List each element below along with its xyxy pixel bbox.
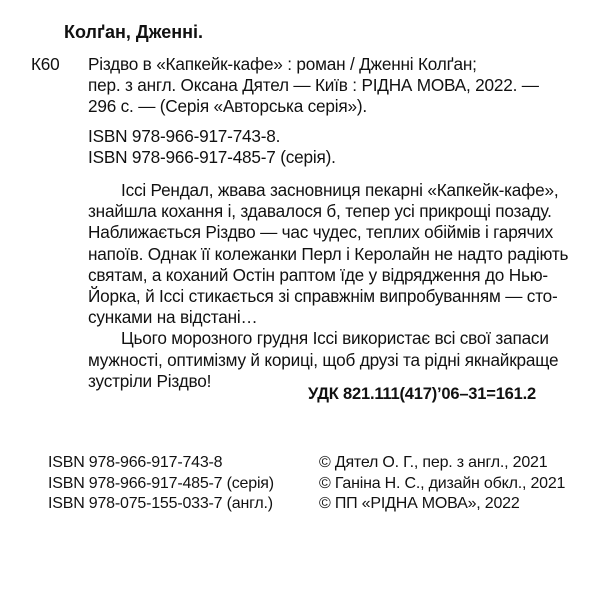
bib-line: 296 с. — (Серія «Авторська серія»).	[88, 96, 367, 117]
annotation-line: напоїв. Однак її колежанки Перл і Керолайн не надто радіють	[88, 243, 569, 264]
annotation-line: Наближається Різдво — час чудес, теплих обіймів і гарячих	[88, 222, 554, 243]
bibliographic-description	[88, 54, 558, 118]
cutter-code: К60	[31, 54, 60, 74]
copyright-line: © ПП «РІДНА МОВА», 2022	[319, 495, 520, 512]
footer-isbn: ISBN 978-966-917-485-7 (серія)	[48, 474, 274, 492]
footer-isbn: ISBN 978-075-155-033-7 (англ.)	[48, 495, 273, 512]
annotation-line: мужності, оптимізму й кориці, щоб друзі та рідні якнайкраще	[88, 349, 559, 370]
annotation-line: зустріли Різдво!	[88, 370, 212, 391]
annotation-line: Цього морозного грудня Іссі використає всі свої запаси	[121, 328, 549, 349]
annotation	[88, 180, 569, 392]
footer-isbn: ISBN 978-966-917-743-8	[48, 454, 223, 471]
isbn-line: ISBN 978-966-917-743-8.	[88, 126, 281, 146]
annotation-line: святам, а коханий Остін раптом їде у відрядження до Нью-	[88, 264, 548, 285]
author-heading: Колґан, Дженні.	[64, 22, 203, 42]
copyright-list	[319, 453, 565, 515]
annotation-line: знайшла кохання і, здавалося б, тепер усі прикрощі позаду.	[88, 201, 552, 222]
annotation-line: Йорка, й Іссі стикається зі справжнім випробуванням — сто-	[88, 286, 558, 307]
annotation-line: сунками на відстані…	[88, 307, 258, 328]
isbn-line: ISBN 978-966-917-485-7 (серія).	[88, 147, 336, 168]
bib-line: пер. з англ. Оксана Дятел — Київ : РІДНА МОВА, 2022. —	[88, 75, 539, 96]
copyright-line: © Дятел О. Г., пер. з англ., 2021	[319, 454, 548, 471]
annotation-line: Іссі Рендал, жвава засновниця пекарні «Капкейк-кафе»,	[121, 180, 559, 200]
copyright-line: © Ганіна Н. С., дизайн обкл., 2021	[319, 474, 566, 492]
isbn-main-block	[88, 126, 336, 168]
bib-line: Різдво в «Капкейк-кафе» : роман / Дженні Колґан;	[88, 54, 477, 74]
udk-code: УДК 821.111(417)’06–31=161.2	[308, 385, 536, 403]
footer-isbn-list	[48, 453, 274, 515]
